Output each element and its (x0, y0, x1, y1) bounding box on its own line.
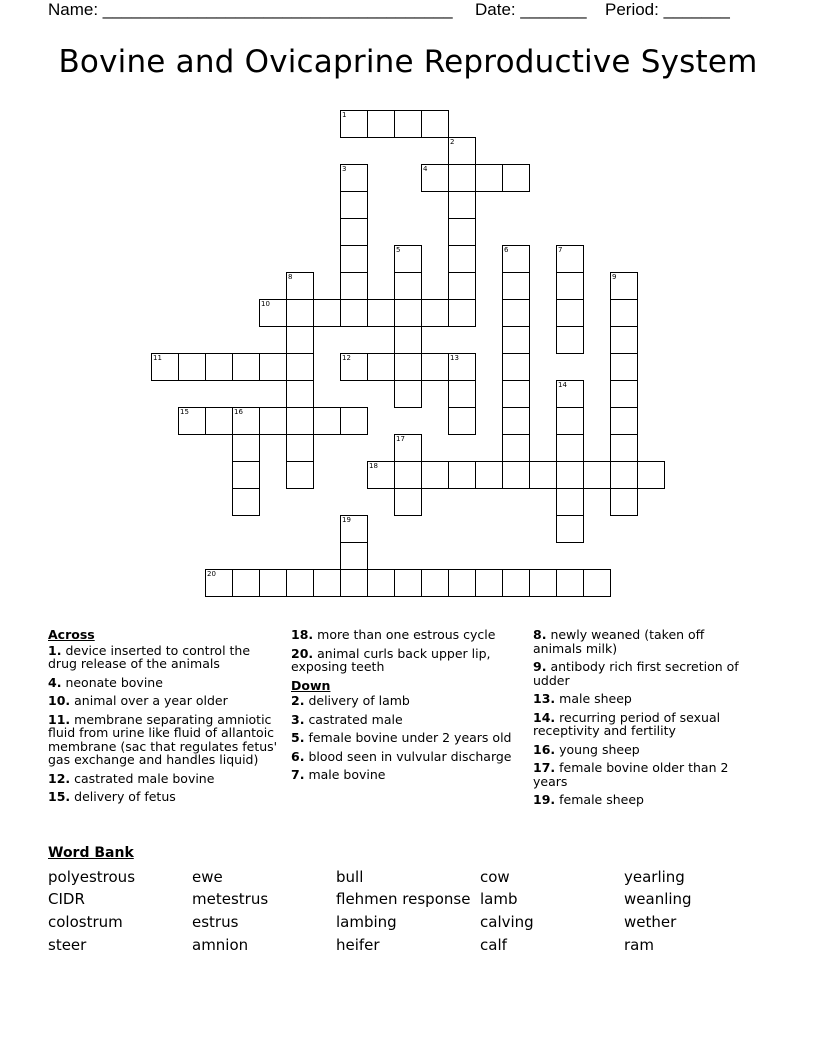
grid-cell[interactable] (448, 380, 476, 408)
word-bank-item: estrus (192, 913, 239, 931)
word-bank-item: polyestrous (48, 868, 136, 886)
grid-cell[interactable] (556, 569, 584, 597)
word-bank-item: lambing (336, 913, 397, 931)
down-clues (533, 628, 753, 812)
grid-cell[interactable] (421, 461, 449, 489)
grid-cell[interactable] (394, 272, 422, 300)
grid-cell[interactable] (232, 569, 260, 597)
grid-cell[interactable] (556, 461, 584, 489)
grid-cell[interactable] (448, 245, 476, 273)
grid-cell[interactable] (340, 407, 368, 435)
grid-cell[interactable] (502, 164, 530, 192)
grid-cell[interactable] (313, 407, 341, 435)
grid-cell[interactable] (340, 245, 368, 273)
grid-cell[interactable] (394, 110, 422, 138)
down-heading: Down (291, 677, 331, 693)
grid-cell[interactable] (259, 299, 287, 327)
word-bank-item: CIDR (48, 890, 85, 908)
grid-cell[interactable] (502, 569, 530, 597)
grid-cell[interactable] (178, 353, 206, 381)
grid-cell[interactable] (313, 299, 341, 327)
word-bank-item: ewe (192, 868, 223, 886)
grid-cell[interactable] (394, 488, 422, 516)
clue-20-across: 20. animal curls back upper lip, exposing teeth (291, 645, 491, 674)
grid-cell[interactable] (394, 380, 422, 408)
grid-cell[interactable] (448, 191, 476, 219)
grid-cell[interactable] (367, 461, 395, 489)
clue-10-across: 10. animal over a year older (48, 693, 228, 708)
grid-cell[interactable] (421, 164, 449, 192)
word-bank-item: amnion (192, 936, 249, 954)
grid-cell[interactable] (286, 326, 314, 354)
grid-cell[interactable] (610, 461, 638, 489)
grid-cell[interactable] (610, 407, 638, 435)
across-down-clues (291, 628, 523, 787)
grid-cell[interactable] (286, 461, 314, 489)
grid-cell[interactable] (205, 353, 233, 381)
grid-cell[interactable] (421, 353, 449, 381)
grid-cell[interactable] (448, 137, 476, 165)
grid-cell[interactable] (232, 461, 260, 489)
cell-number: 4 (423, 165, 428, 173)
grid-cell[interactable] (340, 164, 368, 192)
grid-cell[interactable] (448, 407, 476, 435)
clue-3-down: 3. castrated male (291, 711, 403, 727)
grid-cell[interactable] (502, 245, 530, 273)
grid-cell[interactable] (448, 218, 476, 246)
grid-cell[interactable] (610, 380, 638, 408)
cell-number: 3 (342, 165, 347, 173)
grid-cell[interactable] (502, 272, 530, 300)
grid-cell[interactable] (340, 272, 368, 300)
cell-number: 6 (504, 246, 509, 254)
word-bank-item: heifer (336, 936, 380, 954)
word-bank-item: yearling (624, 868, 685, 886)
grid-cell[interactable] (286, 434, 314, 462)
grid-cell[interactable] (502, 461, 530, 489)
clue-14-down: 14. recurring period of sexual receptivity and fertility (533, 709, 721, 738)
grid-cell[interactable] (637, 461, 665, 489)
grid-cell[interactable] (502, 380, 530, 408)
clue-6-down: 6. blood seen in vulvular discharge (291, 748, 512, 764)
word-bank-item: bull (336, 868, 364, 886)
grid-cell[interactable] (286, 353, 314, 381)
grid-cell[interactable] (232, 434, 260, 462)
grid-cell[interactable] (556, 326, 584, 354)
cell-number: 9 (612, 273, 617, 281)
grid-cell[interactable] (556, 407, 584, 435)
grid-cell[interactable] (340, 542, 368, 570)
grid-cell[interactable] (151, 353, 179, 381)
cell-number: 7 (558, 246, 563, 254)
word-bank-item: wether (624, 913, 677, 931)
word-bank-item: lamb (480, 890, 518, 908)
clue-4-across: 4. neonate bovine (48, 674, 163, 690)
cell-number: 11 (153, 354, 162, 362)
grid-cell[interactable] (205, 569, 233, 597)
grid-cell[interactable] (259, 569, 287, 597)
grid-cell[interactable] (340, 569, 368, 597)
grid-cell[interactable] (448, 461, 476, 489)
grid-cell[interactable] (556, 299, 584, 327)
word-bank-item: flehmen response (336, 890, 471, 908)
grid-cell[interactable] (475, 461, 503, 489)
cell-number: 20 (207, 570, 216, 578)
clue-19-down: 19. female sheep (533, 792, 644, 807)
grid-cell[interactable] (448, 272, 476, 300)
grid-cell[interactable] (286, 380, 314, 408)
grid-cell[interactable] (610, 299, 638, 327)
grid-cell[interactable] (340, 515, 368, 543)
grid-cell[interactable] (556, 515, 584, 543)
grid-cell[interactable] (394, 326, 422, 354)
cell-number: 14 (558, 381, 567, 389)
cell-number: 17 (396, 435, 405, 443)
word-bank-item: steer (48, 936, 87, 954)
grid-cell[interactable] (394, 461, 422, 489)
grid-cell[interactable] (340, 353, 368, 381)
grid-cell[interactable] (448, 353, 476, 381)
cell-number: 1 (342, 111, 347, 119)
grid-cell[interactable] (340, 110, 368, 138)
grid-cell[interactable] (340, 191, 368, 219)
grid-cell[interactable] (394, 299, 422, 327)
word-bank-title: Word Bank (48, 845, 134, 861)
word-bank-item: weanling (624, 890, 692, 908)
grid-cell[interactable] (394, 434, 422, 462)
grid-cell[interactable] (286, 407, 314, 435)
grid-cell[interactable] (286, 569, 314, 597)
grid-cell[interactable] (610, 272, 638, 300)
grid-cell[interactable] (259, 353, 287, 381)
word-bank-item: ram (624, 936, 654, 954)
grid-cell[interactable] (556, 434, 584, 462)
grid-cell[interactable] (421, 299, 449, 327)
clue-16-down: 16. young sheep (533, 741, 640, 757)
cell-number: 10 (261, 300, 270, 308)
cell-number: 5 (396, 246, 401, 254)
grid-cell[interactable] (394, 353, 422, 381)
grid-cell[interactable] (502, 353, 530, 381)
clue-15-across: 15. delivery of fetus (48, 789, 176, 804)
clue-1-across: 1. device inserted to control the drug release of the animals (48, 642, 251, 671)
clue-17-down: 17. female bovine older than 2 years (533, 760, 729, 789)
word-bank-item: metestrus (192, 890, 269, 908)
clue-12-across: 12. castrated male bovine (48, 770, 215, 786)
clue-2-down: 2. delivery of lamb (291, 693, 410, 708)
grid-cell[interactable] (394, 569, 422, 597)
word-bank-item: calf (480, 936, 507, 954)
grid-cell[interactable] (502, 407, 530, 435)
grid-cell[interactable] (475, 569, 503, 597)
grid-cell[interactable] (232, 407, 260, 435)
cell-number: 18 (369, 462, 378, 470)
cell-number: 19 (342, 516, 351, 524)
word-bank-item: cow (480, 868, 510, 886)
period-field[interactable]: Period: _______ (605, 0, 730, 19)
grid-cell[interactable] (340, 299, 368, 327)
cell-number: 15 (180, 408, 189, 416)
grid-cell[interactable] (556, 488, 584, 516)
grid-cell[interactable] (421, 110, 449, 138)
grid-cell[interactable] (610, 434, 638, 462)
grid-cell[interactable] (502, 299, 530, 327)
grid-cell[interactable] (448, 299, 476, 327)
grid-cell[interactable] (367, 299, 395, 327)
grid-cell[interactable] (502, 326, 530, 354)
grid-cell[interactable] (610, 488, 638, 516)
grid-cell[interactable] (286, 272, 314, 300)
grid-cell[interactable] (286, 299, 314, 327)
grid-cell[interactable] (556, 272, 584, 300)
date-field[interactable]: Date: _______ (475, 0, 587, 19)
clue-18-across: 18. more than one estrous cycle (291, 627, 496, 642)
grid-cell[interactable] (556, 245, 584, 273)
cell-number: 12 (342, 354, 351, 362)
clue-9-down: 9. antibody rich first secretion of udder (533, 659, 739, 688)
cell-number: 2 (450, 138, 455, 146)
grid-cell[interactable] (367, 110, 395, 138)
clue-11-across: 11. membrane separating amniotic fluid from urine like fluid of allantoic membrane (sac that regulates fetus' gas exchange and handles liquid) (48, 711, 278, 767)
grid-cell[interactable] (232, 353, 260, 381)
grid-cell[interactable] (259, 407, 287, 435)
clue-7-down: 7. male bovine (291, 767, 386, 782)
across-heading: Across (48, 627, 95, 642)
grid-cell[interactable] (610, 326, 638, 354)
grid-cell[interactable] (610, 353, 638, 381)
grid-cell[interactable] (313, 569, 341, 597)
grid-cell[interactable] (367, 569, 395, 597)
grid-cell[interactable] (448, 569, 476, 597)
clue-13-down: 13. male sheep (533, 691, 632, 706)
name-field[interactable]: Name: _____________________________________ (48, 0, 453, 19)
grid-cell[interactable] (232, 488, 260, 516)
grid-cell[interactable] (583, 461, 611, 489)
word-bank-item: colostrum (48, 913, 123, 931)
grid-cell[interactable] (205, 407, 233, 435)
grid-cell[interactable] (340, 218, 368, 246)
grid-cell[interactable] (475, 164, 503, 192)
grid-cell[interactable] (529, 569, 557, 597)
grid-cell[interactable] (583, 569, 611, 597)
cell-number: 8 (288, 273, 293, 281)
grid-cell[interactable] (502, 434, 530, 462)
page-title: Bovine and Ovicaprine Reproductive System (58, 44, 758, 80)
grid-cell[interactable] (421, 569, 449, 597)
grid-cell[interactable] (529, 461, 557, 489)
clue-5-down: 5. female bovine under 2 years old (291, 730, 512, 745)
grid-cell[interactable] (448, 164, 476, 192)
grid-cell[interactable] (367, 353, 395, 381)
grid-cell[interactable] (556, 380, 584, 408)
word-bank-item: calving (480, 913, 534, 931)
cell-number: 16 (234, 408, 243, 416)
grid-cell[interactable] (178, 407, 206, 435)
across-clues (48, 628, 280, 809)
cell-number: 13 (450, 354, 459, 362)
clue-8-down: 8. newly weaned (taken off animals milk) (533, 627, 705, 656)
grid-cell[interactable] (394, 245, 422, 273)
